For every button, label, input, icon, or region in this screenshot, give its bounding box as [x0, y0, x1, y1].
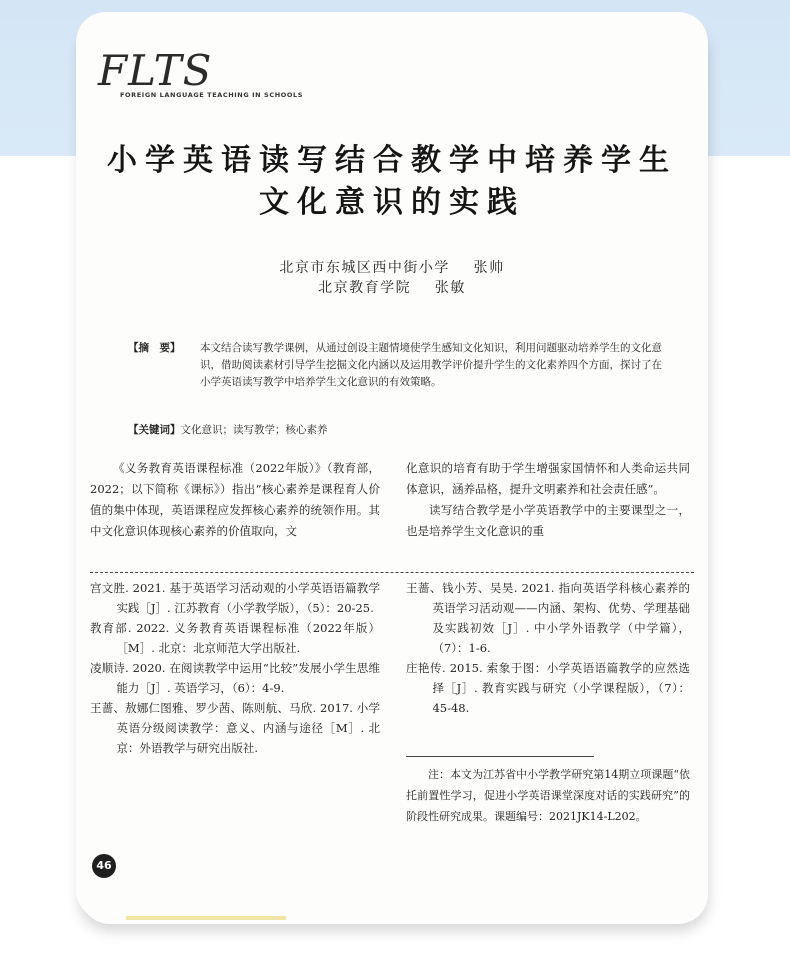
journal-logo-subtitle: FOREIGN LANGUAGE TEACHING IN SCHOOLS: [120, 91, 304, 99]
abstract-text: 本文结合读写教学课例，从通过创设主题情境使学生感知文化知识，利用问题驱动培养学生的文化意识，借助阅读素材引导学生挖掘文化内涵以及运用教学评价提升学生的文化素养四个方面，探讨了在小学英语读写教学中培养学生文化意识的有效策略。: [200, 342, 662, 388]
body-column-right: [406, 458, 690, 542]
author-line-1: 北京市东城区西中街小学 张帅: [279, 260, 505, 276]
reference-entry: 王蔷、钱小芳、吴昊. 2021. 指向英语学科核心素养的英语学习活动观——内涵、架构、优势、学理基础及实践初效［J］. 中小学外语教学（中学篇），（7）：1-6.: [406, 581, 690, 655]
journal-logo-mark: FLTS: [98, 46, 213, 95]
abstract-label: 【摘 要】: [128, 342, 181, 354]
reference-entry: 教育部. 2022. 义务教育英语课程标准（2022年版）［M］. 北京：北京师范大学出版社.: [90, 621, 380, 655]
references-column-left: [90, 578, 380, 758]
page-edge-tint: [126, 916, 286, 920]
references-divider: [90, 572, 694, 573]
keywords-label: 【关键词】: [128, 424, 181, 436]
reference-entry: 凌顺诗. 2020. 在阅读教学中运用“比较”发展小学生思维能力［J］. 英语学习，（6）：4-9.: [90, 661, 380, 695]
journal-page: [76, 12, 708, 920]
reference-entry: 王蔷、敖娜仁图雅、罗少茜、陈则航、马欣. 2017. 小学英语分级阅读教学：意义、内涵与途径［M］. 北京：外语教学与研究出版社.: [90, 701, 380, 755]
body-column-left: [90, 458, 380, 542]
keywords-text: 文化意识；读写教学；核心素养: [180, 424, 328, 436]
keywords-row: [128, 422, 328, 439]
body-paragraph: 《义务教育英语课程标准（2022年版）》（教育部，2022；以下简称《课标》）指出“核心素养是课程育人价值的集中体现，英语课程应发挥核心素养的统领作用。其中文化意识体现核心素养的价值取向，文: [90, 461, 380, 538]
article-title: [76, 140, 708, 224]
body-paragraph: 读写结合教学是小学英语教学中的主要课型之一，也是培养学生文化意识的重: [406, 503, 690, 538]
footnote: 注：本文为江苏省中小学教学研究第14期立项课题“依托前置性学习，促进小学英语课堂深度对话的实践研究”的阶段性研究成果。课题编号：2021JK14-L202。: [406, 768, 690, 823]
reference-entry: 庄艳传. 2015. 索象于图：小学英语语篇教学的应然选择［J］. 教育实践与研究（小学课程版），（7）：45-48.: [406, 661, 690, 715]
body-paragraph: 化意识的培育有助于学生增强家国情怀和人类命运共同体意识，涵养品格，提升文明素养和社会责任感”。: [406, 461, 690, 496]
article-title-line-1: 小学英语读写结合教学中培养学生: [107, 143, 677, 178]
references-column-right: [406, 578, 690, 718]
article-authors: [76, 258, 708, 298]
reference-entry: 宫文胜. 2021. 基于英语学习活动观的小学英语语篇教学实践［J］. 江苏教育（小学教学版），（5）：20-25.: [90, 581, 380, 615]
page-number-badge: 46: [92, 854, 116, 878]
journal-logo: [98, 46, 398, 100]
author-line-2: 北京教育学院 张敏: [318, 280, 466, 296]
note-divider: [406, 756, 594, 757]
article-title-line-2: 文化意识的实践: [259, 185, 525, 220]
